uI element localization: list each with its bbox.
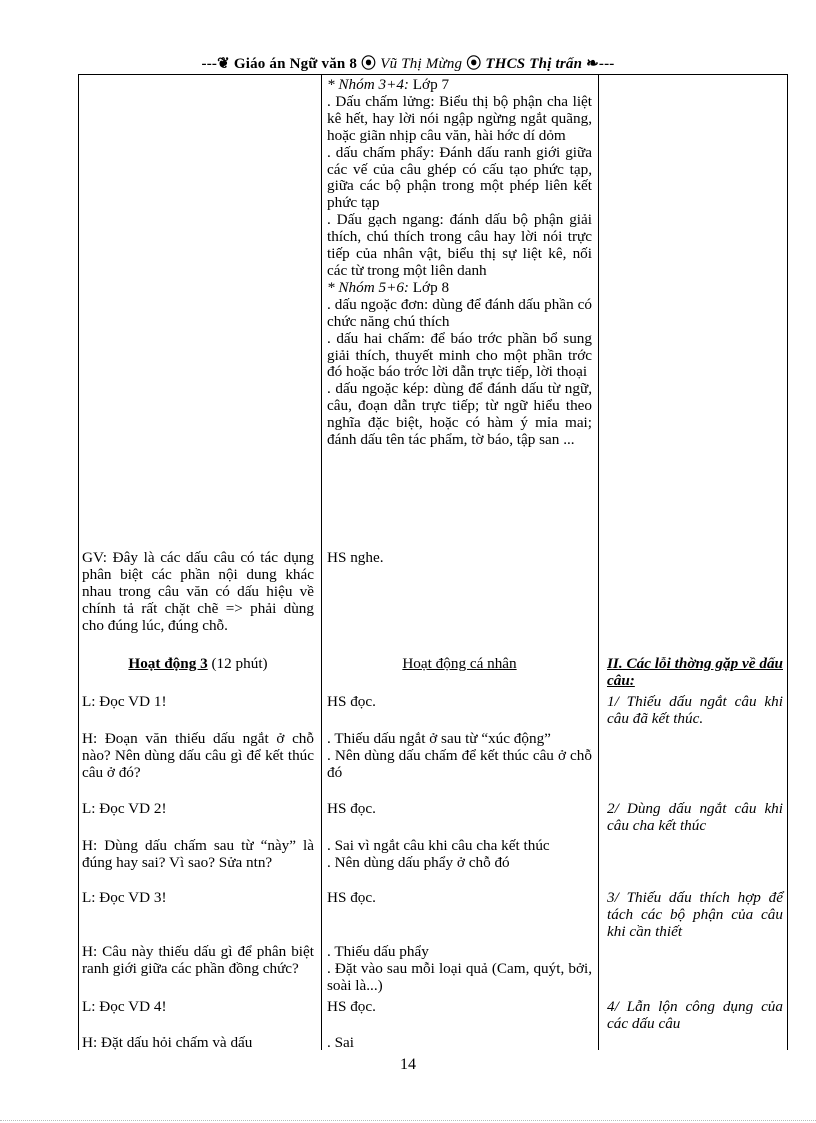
table-divider-1 — [321, 74, 322, 1050]
quotes-desc: . dấu ngoặc kép: dùng để đánh dấu từ ngữ, câu, đoạn dẫn trực tiếp; từ ngữ hiểu theo nghĩa đặc biệt, hoặc có hàm ý mỉa mai; đánh dấu tên tác phẩm, tờ báo, tập san ... — [327, 380, 592, 449]
flourish-right-icon: ❧ — [582, 56, 599, 72]
activity-title: Hoạt động 3 (12 phút) — [128, 655, 268, 672]
table-row: . Thiếu dấu phẩy . Đặt vào sau mỗi loại quả (Cam, quýt, bởi, soài là...) — [327, 943, 592, 994]
header-school: THCS Thị trấn — [485, 56, 583, 72]
error-item-3: 3/ Thiếu dấu thích hợp để tách các bộ phận của câu khi cần thiết — [607, 889, 783, 940]
table-border-left — [78, 74, 79, 1050]
table-border-right — [787, 74, 788, 1050]
table-row: . Thiếu dấu ngắt ở sau từ “xúc động” . Nên dùng dấu chấm để kết thúc câu ở chỗ đó — [327, 730, 592, 781]
table-row: L: Đọc VD 4! — [82, 998, 167, 1015]
page-number: 14 — [400, 1056, 416, 1073]
error-item-2: 2/ Dùng dấu ngắt câu khi câu cha kết thúc — [607, 800, 783, 834]
header-prefix: --- — [201, 56, 218, 72]
table-row: H: Đặt dấu hỏi chấm và dấu — [82, 1034, 253, 1051]
group-56-class: Lớp 8 — [408, 278, 450, 296]
table-row: H: Đoạn văn thiếu dấu ngắt ở chỗ nào? Nên dùng dấu câu gì để kết thúc câu ở đó? — [82, 730, 314, 781]
table-row: . Sai — [327, 1034, 355, 1051]
section-title: II. Các lỗi thờng gặp về dấu câu: — [607, 655, 783, 689]
semicolon-desc: . dấu chấm phẩy: Đánh dấu ranh giới giữa các vế của câu ghép có cấu tạo phức tạp, giữa các bộ phận trong một phép liên kết phức tạp — [327, 143, 592, 212]
parentheses-desc: . dấu ngoặc đơn: dùng để đánh dấu phần có chức năng chú thích — [327, 295, 592, 330]
table-row: HS đọc. — [327, 998, 376, 1015]
header-subject: Giáo án Ngữ văn 8 — [233, 56, 358, 72]
group-56-label: * Nhóm 5+6: — [327, 278, 409, 296]
table-row: . Sai vì ngắt câu khi câu cha kết thúc . Nên dùng dấu phẩy ở chỗ đó — [327, 837, 550, 871]
dash-desc: . Dấu gạch ngang: đánh dấu bộ phận giải thích, chú thích trong câu hay lời nói trực tiếp của nhân vật, biểu thị sự liệt kê, nối các từ trong một liên danh — [327, 211, 592, 279]
table-row: L: Đọc VD 3! — [82, 889, 167, 906]
student-listen: HS nghe. — [327, 549, 384, 566]
flourish-left-icon: ❦ — [217, 56, 234, 72]
group-34-label: * Nhóm 3+4: — [327, 76, 409, 93]
header-suffix: --- — [598, 56, 615, 72]
header-author: Vũ Thị Mừng — [380, 56, 463, 72]
table-row: HS đọc. — [327, 889, 376, 906]
spiral-icon: ⦿ — [361, 56, 381, 72]
page-header — [0, 52, 816, 73]
teacher-intro: GV: Đây là các dấu câu có tác dụng phân biệt các phần nội dung khác nhau trong câu văn có dấu hiệu về chính tả rất chặt chẽ => phải dùng cho đúng lúc, đúng chỗ. — [82, 549, 314, 634]
table-divider-2 — [598, 74, 599, 1050]
colon-desc: . dấu hai chấm: để báo trớc phần bổ sung giải thích, thuyết minh cho một phần trớc đó hoặc báo trớc lời dẫn trực tiếp, lời thoại — [327, 329, 592, 381]
table-row: HS đọc. — [327, 800, 376, 817]
error-item-4: 4/ Lẫn lộn công dụng của các dấu câu — [607, 998, 783, 1032]
header-rule — [78, 74, 788, 75]
spiral-icon: ⦿ — [466, 56, 486, 72]
table-row: L: Đọc VD 1! — [82, 693, 167, 710]
page-bottom-edge — [0, 1120, 816, 1121]
ellipsis-desc: . Dấu chấm lửng: Biểu thị bộ phận cha liệt kê hết, hay lời nói ngập ngừng ngắt quãng, hoặc giãn nhịp câu văn, hài hớc dí dỏm — [327, 92, 592, 144]
table-row: HS đọc. — [327, 693, 376, 710]
activity-mode: Hoạt động cá nhân — [402, 655, 517, 672]
table-row: H: Câu này thiếu dấu gì để phân biệt ranh giới giữa các phần đồng chức? — [82, 943, 314, 977]
error-item-1: 1/ Thiếu dấu ngắt câu khi câu đã kết thúc. — [607, 693, 783, 727]
table-row: L: Đọc VD 2! — [82, 800, 167, 817]
table-row: H: Dùng dấu chấm sau từ “này” là đúng hay sai? Vì sao? Sửa ntn? — [82, 837, 314, 871]
group-work-block — [327, 77, 592, 449]
group-34-class: Lớp 7 — [408, 76, 450, 93]
